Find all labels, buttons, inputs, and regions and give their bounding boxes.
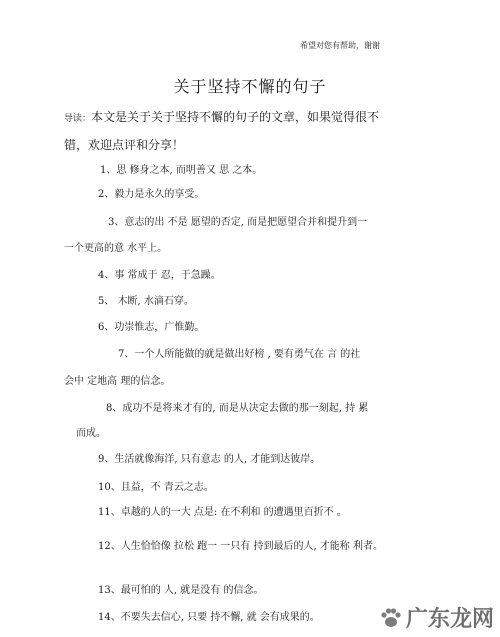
- list-item: 13、最可怕的 人, 就是没有 的信念。: [98, 585, 264, 596]
- intro-tag: 导读：: [64, 114, 92, 124]
- list-item: 2、毅力是永久的享受。: [98, 189, 205, 200]
- watermark: [378, 602, 494, 633]
- list-item-continuation: 会中 定地高 理的信念。: [64, 376, 171, 387]
- list-item-continuation: 而成。: [76, 428, 106, 439]
- header-note: 希望对您有帮助，谢谢: [300, 41, 380, 50]
- list-item: 11、卓越的人的一大 点是: 在不利和 的遭遇里百折不 。: [98, 507, 347, 518]
- paw-logo-icon: [378, 605, 404, 631]
- list-item: 6、功崇惟志，广惟勤。: [98, 322, 205, 333]
- list-item: 9、生活就像海洋, 只有意志 的人, 才能到达彼岸。: [98, 454, 321, 465]
- list-item: 4、事 常成于 忍，于急躁。: [98, 270, 221, 281]
- intro-line-1: 本文是关于关于坚持不懈的句子的文章，如果觉得很不: [91, 110, 380, 124]
- page-title: 关于坚持不懈的句子: [173, 77, 327, 96]
- intro-line-2: 错，欢迎点评和分享！: [64, 138, 185, 152]
- list-item: 1、思 修身之本, 而明善又 思 之本。: [100, 165, 263, 176]
- list-item: 5、 木断, 水滴石穿。: [98, 296, 194, 307]
- list-item: 7、一个人所能做的就是做出好榜 , 要有勇气在 言 的社: [118, 349, 361, 360]
- list-item: 3、意志的出 不是 愿望的否定, 而是把愿望合并和提升到一: [108, 217, 368, 228]
- list-item-continuation: 一个更高的意 水平上。: [64, 243, 168, 254]
- list-item: 12、人生恰恰像 拉松 跑一 一只有 持到最后的人, 才能称 利者。: [98, 541, 383, 552]
- watermark-text: 广东龙网: [405, 607, 494, 632]
- list-item: 8、成功不是将来才有的, 而是从决定去做的那一刻起, 持 累: [106, 403, 369, 414]
- list-item: 14、不要失去信心, 只要 持不懈, 就 会有成果的。: [98, 612, 320, 623]
- intro-paragraph: [64, 104, 404, 158]
- list-item: 10、且益，不 青云之志。: [98, 482, 214, 493]
